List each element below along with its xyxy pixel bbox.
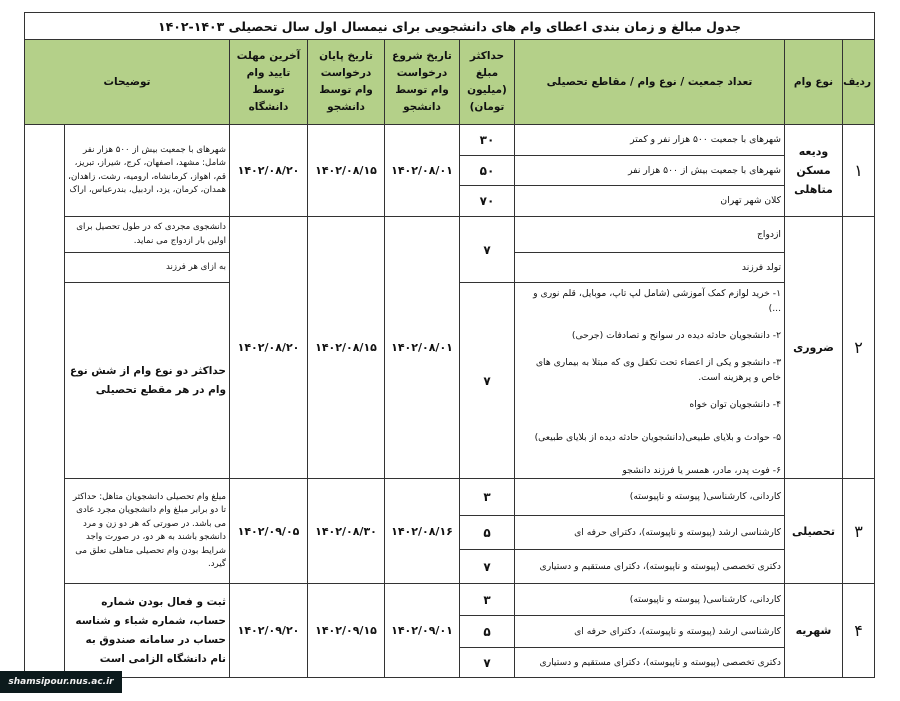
table-row: [24, 217, 874, 253]
population-cell: دکتری تخصصی (پیوسته و ناپیوسته)، دکترای مستقیم و دستیاری: [515, 648, 785, 678]
end-date-cell: ۱۴۰۲/۰۸/۳۰: [308, 479, 385, 584]
list-item: ۲- دانشجویان حادثه دیده در سوانح و تصادفات (جرحی): [571, 330, 781, 341]
amount-cell: ۳: [460, 584, 515, 616]
deadline-cell: ۱۴۰۲/۰۸/۲۰: [230, 217, 308, 479]
population-cell: ازدواج: [515, 217, 785, 253]
list-item: ۴- دانشجویان توان خواه: [689, 399, 781, 410]
table-row: [24, 125, 874, 156]
deadline-cell: ۱۴۰۲/۰۸/۲۰: [230, 125, 308, 217]
start-date-cell: ۱۴۰۲/۰۸/۰۱: [385, 125, 460, 217]
header-notes: توضیحات: [24, 40, 229, 125]
population-cell: کلان شهر تهران: [515, 186, 785, 217]
table-row: [24, 479, 874, 516]
loan-type-housing: ودیعه مسکن متاهلی: [785, 125, 843, 217]
population-cell: دکتری تخصصی (پیوسته و ناپیوسته)، دکترای مستقیم و دستیاری: [515, 550, 785, 584]
start-date-cell: ۱۴۰۲/۰۸/۱۶: [385, 479, 460, 584]
deadline-cell: ۱۴۰۲/۰۹/۰۵: [230, 479, 308, 584]
loan-type-academic: تحصیلی: [785, 479, 843, 584]
list-item: ۶- فوت پدر، مادر، همسر یا فرزند دانشجو: [622, 465, 781, 476]
list-item: ۵- حوادث و بلایای طبیعی(دانشجویان حادثه دیده از بلایای طبیعی): [534, 432, 781, 443]
notes-cell: به ازای هر فرزند: [65, 253, 230, 283]
header-row-number: ردیف: [843, 40, 875, 125]
row-number: ۱: [843, 125, 875, 217]
population-cell: شهرهای با جمعیت بیش از ۵۰۰ هزار نفر: [515, 156, 785, 186]
side-note: [24, 125, 64, 678]
document-title: جدول مبالغ و زمان بندی اعطای وام های دانشجویی برای نیمسال اول سال تحصیلی ۱۴۰۳-۱۴۰۲: [24, 13, 874, 40]
population-cell: تولد فرزند: [515, 253, 785, 283]
population-cell: کاردانی، کارشناسی( پیوسته و ناپیوسته): [515, 479, 785, 516]
list-item: ۳- دانشجو و یکی از اعضاء تحت تکفل وی که مبتلا به بیماری های خاص و پرهزینه است.: [535, 357, 781, 383]
header-approval-deadline: آخرین مهلت تایید وام توسط دانشگاه: [230, 40, 308, 125]
amount-cell: ۵: [460, 616, 515, 648]
header-row: [24, 40, 874, 125]
amount-cell: ۷: [460, 550, 515, 584]
population-cell: شهرهای با جمعیت ۵۰۰ هزار نفر و کمتر: [515, 125, 785, 156]
population-cell: کارشناسی ارشد (پیوسته و ناپیوسته)، دکترای حرفه ای: [515, 516, 785, 550]
notes-cell: شهرهای با جمعیت بیش از ۵۰۰ هزار نفر شامل: مشهد، اصفهان، کرج، شیراز، تبریز، قم، اهواز، کرمانشاه، ارومیه، رشت، زاهدان، همدان، کرمان، یزد، اردبیل، بندرعباس، اراک: [65, 125, 230, 217]
start-date-cell: ۱۴۰۲/۰۹/۰۱: [385, 584, 460, 678]
population-cell: کاردانی، کارشناسی( پیوسته و ناپیوسته): [515, 584, 785, 616]
header-max-amount: حداکثر مبلغ (میلیون تومان): [460, 40, 515, 125]
loan-schedule-document: [25, 12, 875, 685]
notes-cell: ثبت و فعال بودن شماره حساب، شماره شباء و شناسه حساب در سامانه صندوق به نام دانشگاه الزامی است: [65, 584, 230, 678]
amount-cell: ۷: [460, 283, 515, 479]
notes-cell: دانشجوی مجردی که در طول تحصیل برای اولین بار ازدواج می نماید.: [65, 217, 230, 253]
amount-cell: ۷: [460, 648, 515, 678]
header-population: تعداد جمعیت / نوع وام / مقاطع تحصیلی: [515, 40, 785, 125]
notes-cell: حداکثر دو نوع وام از شش نوع وام در هر مقطع تحصیلی: [65, 283, 230, 479]
row-number: ۲: [843, 217, 875, 479]
end-date-cell: ۱۴۰۲/۰۹/۱۵: [308, 584, 385, 678]
header-loan-type: نوع وام: [785, 40, 843, 125]
amount-cell: ۳: [460, 479, 515, 516]
row-number: ۴: [843, 584, 875, 678]
amount-cell: ۵۰: [460, 156, 515, 186]
table-row: [24, 584, 874, 616]
list-item: ۱- خرید لوازم کمک آموزشی (شامل لپ تاپ، موبایل، قلم نوری و ...): [533, 288, 781, 314]
end-date-cell: ۱۴۰۲/۰۸/۱۵: [308, 125, 385, 217]
header-end-date: تاریخ پایان درخواست وام توسط دانشجو: [308, 40, 385, 125]
site-watermark: shamsipour.nus.ac.ir: [0, 671, 122, 693]
population-cell: کارشناسی ارشد (پیوسته و ناپیوسته)، دکترای حرفه ای: [515, 616, 785, 648]
header-start-date: تاریخ شروع درخواست وام توسط دانشجو: [385, 40, 460, 125]
loan-schedule-table: [24, 12, 875, 678]
loan-type-essential: ضروری: [785, 217, 843, 479]
deadline-cell: ۱۴۰۲/۰۹/۲۰: [230, 584, 308, 678]
start-date-cell: ۱۴۰۲/۰۸/۰۱: [385, 217, 460, 479]
amount-cell: ۳۰: [460, 125, 515, 156]
row-number: ۳: [843, 479, 875, 584]
notes-cell: مبلغ وام تحصیلی دانشجویان متاهل: حداکثر تا دو برابر مبلغ وام دانشجویان مجرد عادی می باشد. در صورتی که هر دو زن و مرد دانشجو باشند به هر دو، در صورت واجد شرایط بودن وام تحصیلی متاهلی تعلق می گیرد.: [65, 479, 230, 584]
amount-cell: ۷۰: [460, 186, 515, 217]
loan-type-tuition: شهریه: [785, 584, 843, 678]
essential-loan-list: [515, 283, 785, 479]
end-date-cell: ۱۴۰۲/۰۸/۱۵: [308, 217, 385, 479]
amount-cell: ۷: [460, 217, 515, 283]
amount-cell: ۵: [460, 516, 515, 550]
